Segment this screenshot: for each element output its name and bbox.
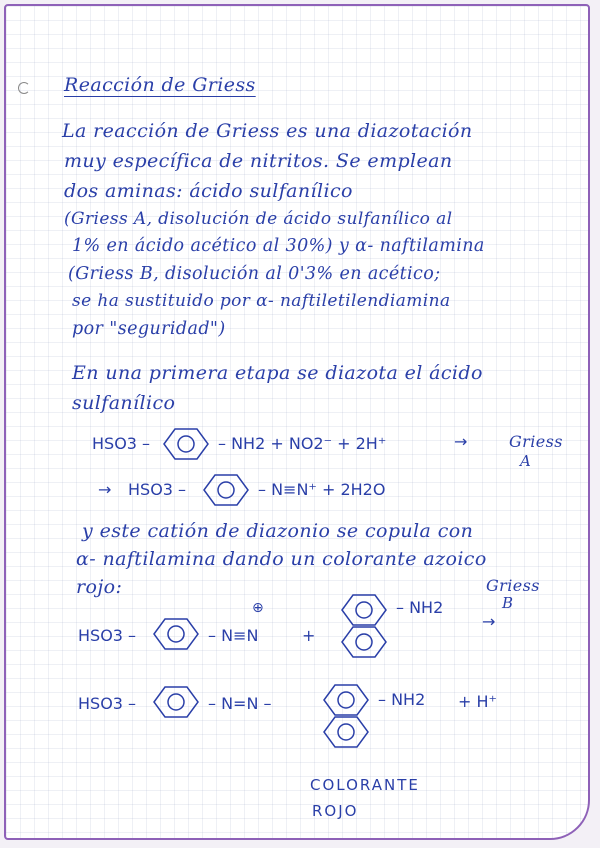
- positive-charge-icon: ⊕: [252, 600, 264, 616]
- reaction-2-left: HSO3 –: [128, 480, 187, 499]
- reaction-arrow: →: [482, 612, 496, 631]
- text-line: dos aminas: ácido sulfanílico: [64, 180, 353, 202]
- benzene-ring-icon: [196, 472, 256, 508]
- reagent-sub: B: [502, 594, 514, 612]
- plus-sign: +: [302, 626, 316, 645]
- text-line: En una primera etapa se diazota el ácido: [72, 362, 483, 384]
- diazonium-group: – N≡N: [208, 626, 259, 645]
- reaction-3-left: HSO3 –: [78, 626, 137, 645]
- text-line: (Griess A, disolución de ácido sulfanílico al: [64, 209, 453, 229]
- reaction-4-left: HSO3 –: [78, 694, 137, 713]
- text-line: muy específica de nitritos. Se emplean: [64, 150, 453, 172]
- reaction-1-right: – NH2 + NO2⁻ + 2H⁺: [218, 434, 387, 453]
- reagent-sub: A: [520, 452, 532, 470]
- text-line: sulfanílico: [72, 392, 176, 414]
- page-title: Reacción de Griess: [64, 74, 256, 96]
- reaction-2-right: – N≡N⁺ + 2H2O: [258, 480, 386, 499]
- benzene-ring-icon: [146, 616, 206, 652]
- amine-group: – NH2: [378, 690, 426, 709]
- text-line: (Griess B, disolución al 0'3% en acético;: [68, 264, 441, 284]
- text-line: La reacción de Griess es una diazotación: [62, 120, 473, 142]
- naphthalene-icon: [334, 592, 394, 668]
- text-line: se ha sustituido por α- naftiletilendiamina: [72, 291, 451, 311]
- reagent-label: Griess: [509, 432, 563, 451]
- azo-group: – N=N –: [208, 694, 272, 713]
- punch-hole-icon: [18, 82, 30, 94]
- reaction-arrow: →: [98, 480, 112, 499]
- caption-line: COLORANTE: [310, 776, 420, 794]
- reaction-1-left: HSO3 –: [92, 434, 151, 453]
- caption-line: ROJO: [312, 802, 359, 820]
- text-line: 1% en ácido acético al 30%) y α- naftilamina: [72, 236, 485, 256]
- text-line: α- naftilamina dando un colorante azoico: [76, 548, 487, 570]
- proton-product: + H⁺: [458, 692, 497, 711]
- amine-group: – NH2: [396, 598, 444, 617]
- text-line: rojo:: [76, 576, 123, 598]
- text-line: y este catión de diazonio se copula con: [82, 520, 474, 542]
- benzene-ring-icon: [156, 426, 216, 462]
- reaction-arrow: →: [454, 432, 468, 451]
- notebook-page: [4, 4, 590, 840]
- naphthalene-icon: [316, 682, 376, 758]
- reagent-label: Griess: [486, 576, 540, 595]
- benzene-ring-icon: [146, 684, 206, 720]
- text-line: por "seguridad"): [72, 319, 226, 339]
